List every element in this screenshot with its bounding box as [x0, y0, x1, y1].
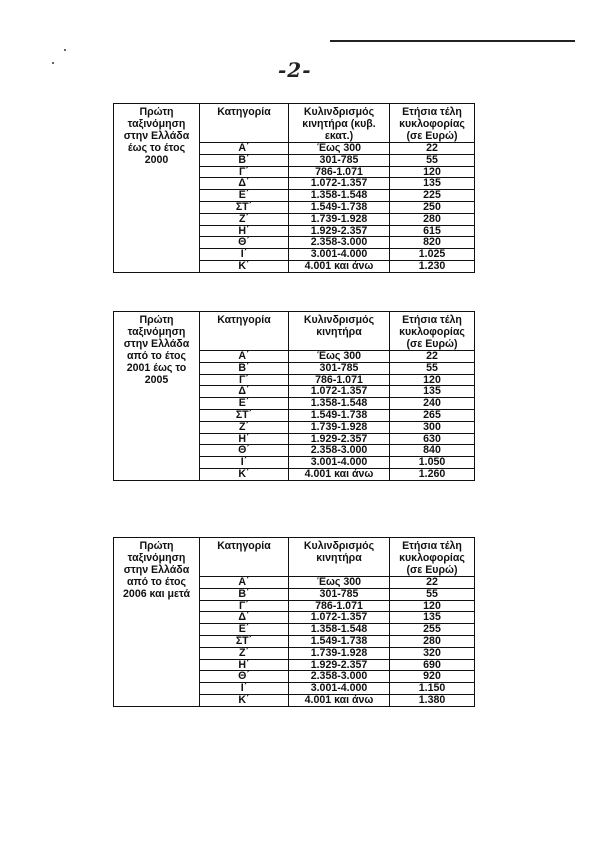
category-cell: ΣΤ΄ [200, 201, 289, 213]
fee-cell: 1.025 [390, 249, 475, 261]
fee-table-3 [113, 537, 475, 707]
category-cell: Θ΄ [200, 445, 289, 457]
scan-speck [64, 49, 66, 51]
displacement-header: Κυλινδρισμός κινητήρα (κυβ. εκατ.) [289, 104, 390, 143]
fee-cell: 120 [390, 600, 475, 612]
fee-cell: 1.230 [390, 260, 475, 272]
displacement-cell: 1.549-1.738 [289, 635, 390, 647]
category-cell: Ζ΄ [200, 421, 289, 433]
displacement-cell: 1.929-2.357 [289, 433, 390, 445]
fee-cell: 265 [390, 409, 475, 421]
fee-table-1 [113, 103, 475, 273]
fee-cell: 225 [390, 190, 475, 202]
page-number: -2- [278, 58, 312, 82]
category-cell: Ι΄ [200, 683, 289, 695]
category-header: Κατηγορία [200, 538, 289, 577]
category-cell: ΣΤ΄ [200, 635, 289, 647]
fee-cell: 240 [390, 398, 475, 410]
displacement-cell: 2.358-3.000 [289, 445, 390, 457]
fee-cell: 22 [390, 577, 475, 589]
fee-cell: 22 [390, 351, 475, 363]
registration-period-cell: Πρώτη ταξινόμηση στην Ελλάδα έως το έτος 2000 [114, 104, 200, 273]
category-cell: Δ΄ [200, 612, 289, 624]
fee-cell: 55 [390, 362, 475, 374]
displacement-cell: 1.072-1.357 [289, 386, 390, 398]
fee-cell: 820 [390, 237, 475, 249]
fee-cell: 840 [390, 445, 475, 457]
category-cell: ΣΤ΄ [200, 409, 289, 421]
category-cell: Κ΄ [200, 260, 289, 272]
displacement-cell: 786-1.071 [289, 374, 390, 386]
fee-cell: 22 [390, 143, 475, 155]
displacement-cell: 3.001-4.000 [289, 457, 390, 469]
category-cell: Β΄ [200, 154, 289, 166]
fee-cell: 1.260 [390, 468, 475, 480]
top-rule [330, 40, 575, 42]
fee-cell: 630 [390, 433, 475, 445]
displacement-header: Κυλινδρισμός κινητήρα [289, 312, 390, 351]
fee-header: Ετήσια τέλη κυκλοφορίας (σε Ευρώ) [390, 104, 475, 143]
fee-header: Ετήσια τέλη κυκλοφορίας (σε Ευρώ) [390, 538, 475, 577]
category-cell: Γ΄ [200, 600, 289, 612]
category-cell: Κ΄ [200, 468, 289, 480]
fee-cell: 320 [390, 647, 475, 659]
displacement-cell: Έως 300 [289, 351, 390, 363]
category-cell: Ζ΄ [200, 213, 289, 225]
displacement-cell: 4.001 και άνω [289, 260, 390, 272]
fee-cell: 920 [390, 671, 475, 683]
fee-cell: 135 [390, 386, 475, 398]
displacement-cell: 1.929-2.357 [289, 225, 390, 237]
fee-cell: 55 [390, 588, 475, 600]
fee-cell: 1.150 [390, 683, 475, 695]
displacement-cell: 301-785 [289, 362, 390, 374]
displacement-cell: 1.072-1.357 [289, 612, 390, 624]
fee-cell: 1.380 [390, 694, 475, 706]
displacement-cell: 1.072-1.357 [289, 178, 390, 190]
category-cell: Ε΄ [200, 190, 289, 202]
fee-cell: 135 [390, 612, 475, 624]
fee-cell: 280 [390, 635, 475, 647]
table-header-row [114, 312, 475, 351]
displacement-cell: 1.739-1.928 [289, 421, 390, 433]
registration-period-cell: Πρώτη ταξινόμηση στην Ελλάδα από το έτος 2001 έως το 2005 [114, 312, 200, 481]
fee-cell: 120 [390, 166, 475, 178]
category-cell: Ζ΄ [200, 647, 289, 659]
fee-cell: 255 [390, 624, 475, 636]
table-header-row [114, 538, 475, 577]
category-cell: Γ΄ [200, 166, 289, 178]
displacement-cell: 1.739-1.928 [289, 647, 390, 659]
fee-cell: 280 [390, 213, 475, 225]
displacement-cell: 1.549-1.738 [289, 201, 390, 213]
fee-cell: 300 [390, 421, 475, 433]
category-cell: Α΄ [200, 351, 289, 363]
displacement-cell: 3.001-4.000 [289, 249, 390, 261]
fee-cell: 120 [390, 374, 475, 386]
displacement-cell: 3.001-4.000 [289, 683, 390, 695]
category-cell: Ε΄ [200, 398, 289, 410]
displacement-cell: Έως 300 [289, 143, 390, 155]
displacement-cell: 1.739-1.928 [289, 213, 390, 225]
category-cell: Γ΄ [200, 374, 289, 386]
displacement-cell: 1.358-1.548 [289, 190, 390, 202]
category-cell: Δ΄ [200, 178, 289, 190]
category-cell: Κ΄ [200, 694, 289, 706]
category-cell: Θ΄ [200, 237, 289, 249]
displacement-cell: 786-1.071 [289, 600, 390, 612]
category-cell: Η΄ [200, 225, 289, 237]
category-cell: Ι΄ [200, 249, 289, 261]
table-header-row [114, 104, 475, 143]
category-cell: Ε΄ [200, 624, 289, 636]
displacement-cell: 301-785 [289, 588, 390, 600]
category-cell: Α΄ [200, 577, 289, 589]
registration-period-cell: Πρώτη ταξινόμηση στην Ελλάδα από το έτος 2006 και μετά [114, 538, 200, 707]
displacement-cell: 1.929-2.357 [289, 659, 390, 671]
category-cell: Η΄ [200, 433, 289, 445]
displacement-cell: 1.549-1.738 [289, 409, 390, 421]
fee-cell: 615 [390, 225, 475, 237]
fee-cell: 135 [390, 178, 475, 190]
displacement-cell: 786-1.071 [289, 166, 390, 178]
category-cell: Η΄ [200, 659, 289, 671]
scan-speck [52, 62, 54, 64]
category-cell: Β΄ [200, 588, 289, 600]
displacement-cell: 1.358-1.548 [289, 398, 390, 410]
displacement-cell: 2.358-3.000 [289, 671, 390, 683]
displacement-cell: 301-785 [289, 154, 390, 166]
fee-header: Ετήσια τέλη κυκλοφορίας (σε Ευρώ) [390, 312, 475, 351]
displacement-cell: 4.001 και άνω [289, 468, 390, 480]
fee-cell: 1.050 [390, 457, 475, 469]
displacement-cell: 4.001 και άνω [289, 694, 390, 706]
category-cell: Α΄ [200, 143, 289, 155]
displacement-cell: 2.358-3.000 [289, 237, 390, 249]
category-cell: Ι΄ [200, 457, 289, 469]
category-header: Κατηγορία [200, 104, 289, 143]
fee-cell: 250 [390, 201, 475, 213]
category-header: Κατηγορία [200, 312, 289, 351]
category-cell: Θ΄ [200, 671, 289, 683]
displacement-cell: Έως 300 [289, 577, 390, 589]
displacement-cell: 1.358-1.548 [289, 624, 390, 636]
fee-cell: 690 [390, 659, 475, 671]
category-cell: Δ΄ [200, 386, 289, 398]
displacement-header: Κυλινδρισμός κινητήρα [289, 538, 390, 577]
fee-cell: 55 [390, 154, 475, 166]
category-cell: Β΄ [200, 362, 289, 374]
fee-table-2 [113, 311, 475, 481]
